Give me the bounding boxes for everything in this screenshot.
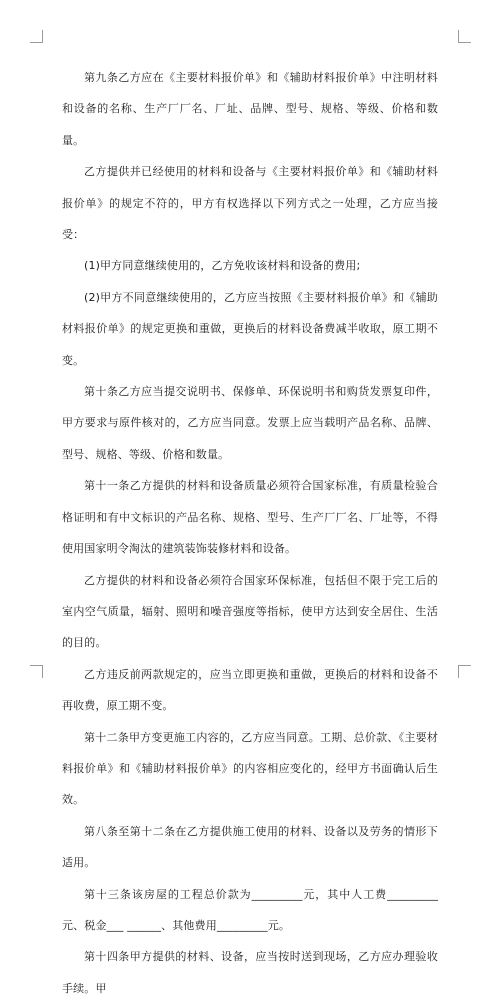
paragraph-nonconforming-materials: 乙方提供并已经使用的材料和设备与《主要材料报价单》和《辅助材料报价单》的规定不符的，甲方有权选择以下列方式之一处理，乙方应当接受： [62,165,438,242]
paragraph-article-10: 第十条乙方应当提交说明书、保修单、环保说明书和购货发票复印件，甲方要求与原件核对的，乙方应当同意。发票上应当载明产品名称、品牌、型号、规格、等级、价格和数量。 [62,385,438,461]
paragraph-article-14: 第十四条甲方提供的材料、设备，应当按时送到现场，乙方应办理验收手续。甲 [62,950,438,995]
paragraph-environmental-standard: 乙方提供的材料和设备必须符合国家环保标准，包括但不限于完工后的室内空气质量，辐射、照明和噪音强度等指标，使甲方达到安全居住、生活的目的。 [62,573,438,650]
paragraph-option-2: (2)甲方不同意继续使用的，乙方应当按照《主要材料报价单》和《辅助材料报价单》的规定更换和重做，更换后的材料设备费减半收取，原工期不变。 [62,290,438,367]
paragraph-article-11: 第十一条乙方提供的材料和设备质量必须符合国家标准，有质量检验合格证明和有中文标识的产品名称、规格、型号、生产厂厂名、厂址等，不得使用国家明令淘汰的建筑装饰装修材料和设备。 [62,479,438,556]
crop-mark-top-left [30,30,43,43]
paragraph-applicability: 第八条至第十二条在乙方提供施工使用的材料、设备以及劳务的情形下适用。 [62,824,438,870]
crop-mark-top-right [458,30,471,43]
document-body [62,62,438,1004]
paragraph-option-1: (1)甲方同意继续使用的，乙方免收该材料和设备的费用; [84,259,361,273]
crop-mark-bottom-right [458,665,471,678]
paragraph-article-13: 第十三条该房屋的工程总价款为_________元，其中人工费_________元、税金___ ______、其他费用_________元。 [62,887,438,932]
paragraph-violation-remedy: 乙方违反前两款规定的，应当立即更换和重做，更换后的材料和设备不再收费，原工期不变。 [62,667,438,713]
paragraph-article-9: 第九条乙方应在《主要材料报价单》和《辅助材料报价单》中注明材料和设备的名称、生产厂厂名、厂址、品牌、型号、规格、等级、价格和数量。 [62,71,438,147]
crop-mark-bottom-left [30,665,43,678]
paragraph-article-12: 第十二条甲方变更施工内容的，乙方应当同意。工期、总价款、《主要材料报价单》和《辅助材料报价单》的内容相应变化的，经甲方书面确认后生效。 [62,730,438,807]
